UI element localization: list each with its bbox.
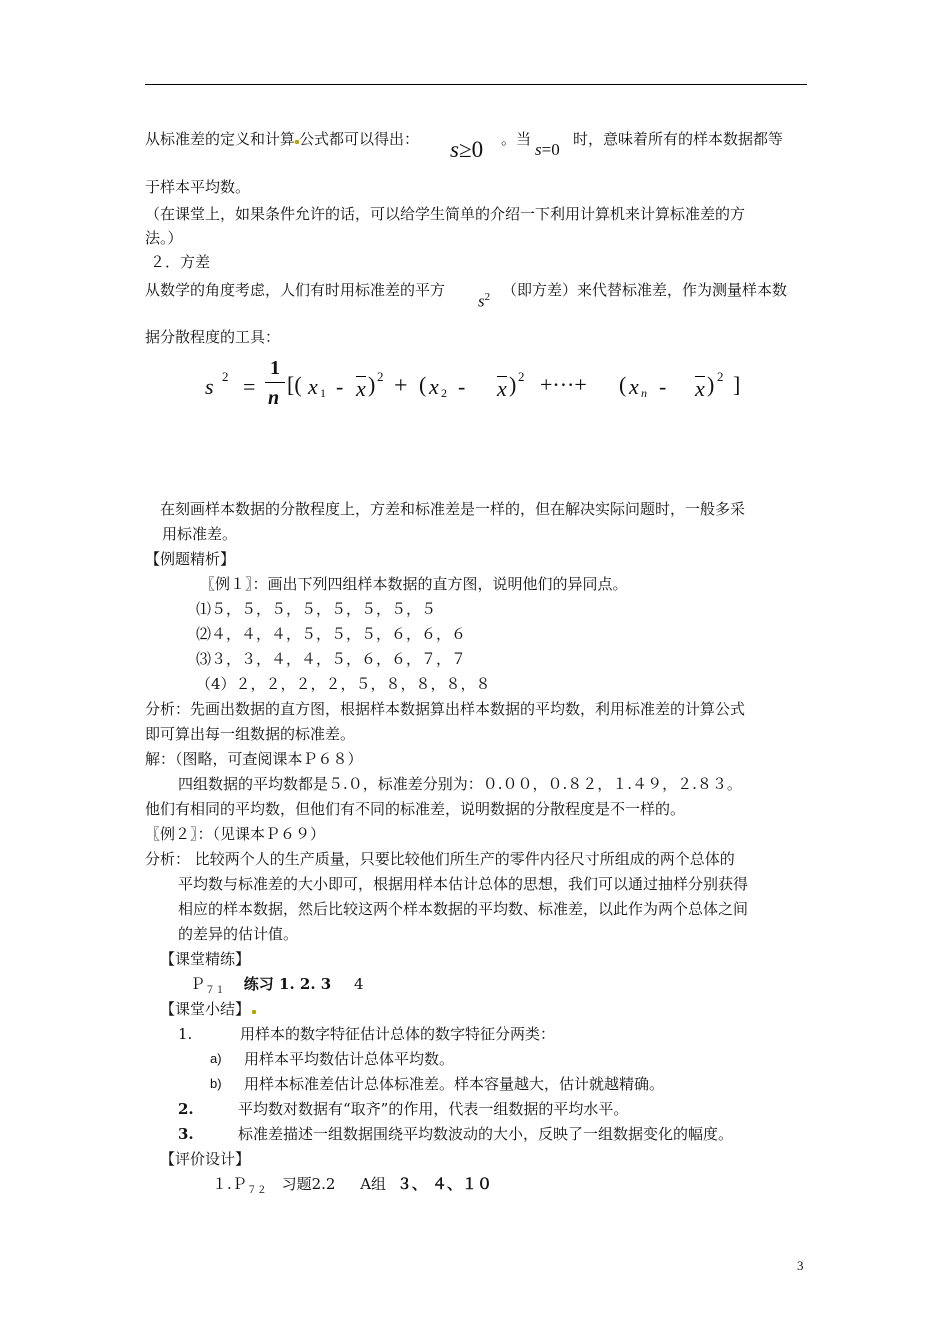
text: 公式都可以得出： (299, 130, 420, 148)
var-s: s (535, 140, 542, 159)
var-s: s (478, 291, 485, 311)
marker-dot (252, 1010, 256, 1014)
text: A组 (360, 1175, 387, 1193)
left-bracket: [( (287, 372, 302, 397)
ellipsis-plus: +···+ (540, 372, 587, 397)
left-paren: ( (619, 372, 627, 397)
solution: 解：（图略，可查阅课本Ｐ６８） (145, 750, 363, 768)
var-x-bar: x (497, 376, 507, 401)
summary-3-number: 3. (178, 1125, 194, 1143)
exponent: 2 (484, 291, 491, 303)
text-variance-intro: 从数学的角度考虑，人们有时用标准差的平方 (145, 281, 446, 299)
analysis-1: 分析：先画出数据的直方图，根据样本数据算出样本数据的平均数，利用标准差的计算公式 (145, 700, 746, 718)
data-set-4: （4）２，２，２，２，５，８，８，８，８ (196, 675, 491, 693)
right-paren: ) (707, 372, 715, 397)
analysis-2-end: 的差异的估计值。 (178, 925, 299, 943)
equals-sign: = (243, 374, 256, 399)
var-x-bar: x (695, 376, 705, 401)
exponent-2: 2 (717, 369, 724, 384)
text-equals-mean: 于样本平均数。 (145, 178, 251, 196)
text-when: 。当 (501, 130, 532, 148)
subscript-2: 2 (441, 386, 447, 400)
left-paren: ( (419, 372, 427, 397)
data-set-1: ⑴５，５，５，５，５，５，５，５ (196, 600, 437, 618)
heading-examples: 【例题精析】 (145, 550, 236, 568)
text-classroom-note: （在课堂上，如果条件允许的话，可以给学生简单的介绍一下利用计算机来计算标准差的方 (145, 205, 746, 223)
var-s: s (450, 137, 459, 162)
summary-a-number: a) (210, 1051, 222, 1066)
fraction-denominator: n (268, 387, 280, 409)
text-classroom-note-end: 法。） (145, 229, 183, 247)
analysis-2-line2: 平均数与标准差的大小即可，根据用样本估计总体的思想，我们可以通过抽样分别获得 (178, 875, 749, 893)
data-set-3: ⑶３，３，４，４，５，６，６，７，７ (196, 650, 467, 668)
eq-zero: =0 (541, 140, 560, 159)
text: １.Ｐ (212, 1175, 247, 1193)
fraction-bar (265, 382, 285, 383)
text: Ｐ (190, 975, 206, 993)
formula-s-ge-0 (450, 138, 483, 161)
solution-result: 四组数据的平均数都是５.０，标准差分别为：０.００，０.８２，１.４９，２.８３。 (178, 775, 742, 793)
section-heading-variance: ２．方差 (150, 253, 211, 271)
var-x1: x (308, 374, 318, 399)
exponent-2: 2 (518, 369, 525, 384)
line-standard-deviation-property (145, 132, 419, 147)
summary-a: 用样本平均数估计总体平均数。 (244, 1050, 455, 1068)
page-sub: ７２ (246, 1185, 267, 1196)
var-s: s (205, 374, 214, 399)
example-1-prompt: 〖例１〗：画出下列四组样本数据的直方图，说明他们的异同点。 (200, 575, 628, 593)
ge-zero: ≥0 (458, 137, 484, 162)
solution-conclusion: 他们有相同的平均数，但他们有不同的标准差，说明数据的分散程度是不一样的。 (145, 800, 686, 818)
header-rule (145, 84, 807, 85)
variance-formula (205, 358, 765, 418)
summary-2-number: 2. (178, 1100, 194, 1118)
plus-sign: + (394, 373, 408, 399)
summary-2: 平均数对数据有“取齐”的作用，代表一组数据的平均水平。 (238, 1100, 629, 1118)
text-bold: 练习 1. 2. 3 (243, 975, 332, 993)
evaluation-homework (212, 1177, 492, 1196)
text: 4 (354, 975, 364, 993)
summary-1-number: 1. (178, 1025, 193, 1043)
right-bracket: ] (733, 372, 741, 397)
exponent-2: 2 (377, 369, 384, 384)
page-sub: ７１ (205, 985, 226, 996)
var-x-bar: x (356, 376, 366, 401)
subscript-1: 1 (320, 386, 326, 400)
summary-3: 标准差描述一组数据围绕平均数波动的大小，反映了一组数据变化的幅度。 (238, 1125, 734, 1143)
minus-sign: - (336, 374, 344, 399)
text-variance-intro-cont: （即方差）来代替标准差，作为测量样本数 (502, 281, 788, 299)
page-number: 3 (797, 1258, 804, 1273)
right-paren: ) (368, 372, 376, 397)
analysis-2-line3: 相应的样本数据，然后比较这两个样本数据的平均数、标准差，以此作为两个总体之间 (178, 900, 749, 918)
text-variance-tool: 据分散程度的工具： (145, 328, 281, 346)
right-paren: ) (509, 372, 517, 397)
analysis-1-end: 即可算出每一组数据的标准差。 (145, 725, 356, 743)
heading-summary-wrap (160, 1002, 256, 1017)
heading-summary: 【课堂小结】 (160, 1000, 251, 1018)
practice-exercises (190, 977, 364, 996)
formula-s-squared (478, 292, 490, 310)
exponent: 2 (222, 369, 229, 384)
text: 习题2.2 (281, 1175, 336, 1193)
summary-b-number: b) (210, 1076, 222, 1091)
heading-practice: 【课堂精练】 (160, 950, 251, 968)
summary-b: 用样本标准差估计总体标准差。样本容量越大，估计就越精确。 (244, 1075, 665, 1093)
analysis-2: 分析： 比较两个人的生产质量，只要比较他们所生产的零件内径尺寸所组成的两个总体的 (145, 850, 735, 868)
text-variance-vs-sd-end: 用标准差。 (162, 525, 238, 543)
example-2-prompt: 〖例２〗：（见课本Ｐ６９） (145, 825, 326, 843)
text-meaning: 时，意味着所有的样本数据都等 (573, 130, 784, 148)
var-x2: x (429, 374, 439, 399)
subscript-n: n (641, 386, 647, 400)
var-xn: x (629, 374, 639, 399)
formula-s-eq-0 (535, 141, 560, 158)
text-variance-vs-sd: 在刻画样本数据的分散程度上，方差和标准差是一样的，但在解决实际问题时，一般多采 (160, 500, 746, 518)
minus-sign: - (458, 374, 466, 399)
summary-1: 用样本的数字特征估计总体的数字特征分两类： (240, 1025, 556, 1043)
text: 从标准差的定义和计算 (145, 130, 296, 148)
heading-evaluation: 【评价设计】 (160, 1150, 251, 1168)
minus-sign: - (659, 374, 667, 399)
fraction-numerator: 1 (270, 357, 280, 379)
data-set-2: ⑵４，４，４，５，５，５，６，６，６ (196, 625, 467, 643)
text-bold: ３、 ４、１０ (396, 1175, 493, 1193)
